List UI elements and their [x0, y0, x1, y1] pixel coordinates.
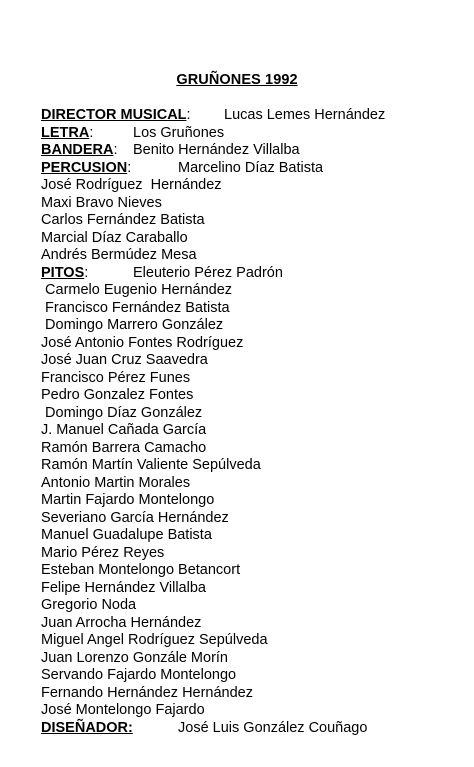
member-name: Francisco Pérez Funes [41, 369, 191, 386]
role-line-percusion [41, 159, 324, 178]
member-name: Carlos Fernández Batista [41, 212, 205, 228]
member-name: Ramón Barrera Camacho [41, 439, 207, 456]
role-value-director: Lucas Lemes Hernández [224, 107, 386, 123]
member-name: Ramón Martín Valiente Sepúlveda [41, 457, 261, 473]
role-line-letra [41, 124, 225, 143]
role-label-bandera: BANDERA [41, 142, 114, 158]
member-name: Antonio Martin Morales [41, 474, 191, 491]
member-name: José Rodríguez Hernández [41, 177, 222, 193]
member-name: Fernando Hernández Hernández [41, 684, 253, 701]
member-name: Servando Fajardo Montelongo [41, 667, 237, 683]
member-name: Domingo Marrero González [41, 317, 224, 333]
role-label-letra: LETRA [41, 124, 90, 141]
member-name: Manuel Guadalupe Batista [41, 527, 212, 543]
role-value-bandera: Benito Hernández Villalba [133, 142, 300, 158]
role-line-bandera [41, 142, 300, 160]
member-name: Pedro Gonzalez Fontes [41, 387, 194, 403]
member-name: J. Manuel Cañada García [41, 422, 207, 438]
role-sep-letra: : [89, 124, 94, 141]
role-label-percusion: PERCUSION [41, 159, 128, 176]
member-name: Mario Pérez Reyes [41, 544, 165, 561]
member-name: Esteban Montelongo Betancort [41, 562, 241, 578]
role-label-pitos: PITOS [41, 264, 85, 281]
member-name: Francisco Fernández Batista [41, 299, 230, 316]
role-value-percusion: Marcelino Díaz Batista [178, 159, 324, 176]
role-line-pitos [41, 264, 283, 283]
member-name: Juan Lorenzo Gonzále Morín [41, 649, 228, 666]
member-name: Martin Fajardo Montelongo [41, 492, 215, 508]
member-name: Severiano García Hernández [41, 509, 229, 526]
role-value-disenador: José Luis González Couñago [178, 719, 368, 736]
member-name: Juan Arrocha Hernández [41, 614, 202, 631]
member-name: Domingo Díaz González [41, 404, 203, 421]
document-title: GRUÑONES 1992 [176, 72, 298, 88]
role-value-pitos: Eleuterio Pérez Padrón [133, 264, 283, 281]
member-name: Andrés Bermúdez Mesa [41, 247, 197, 263]
role-value-letra: Los Gruñones [133, 124, 225, 141]
member-name: Carmelo Eugenio Hernández [41, 282, 233, 298]
member-name: Miguel Angel Rodríguez Sepúlveda [41, 632, 268, 648]
role-label-director: DIRECTOR MUSICAL [41, 107, 187, 123]
role-label-disenador: DISEÑADOR: [41, 719, 133, 736]
role-sep-percusion: : [127, 159, 132, 176]
member-name: José Juan Cruz Saavedra [41, 352, 208, 368]
member-name: Maxi Bravo Nieves [41, 194, 162, 211]
role-sep-pitos: : [84, 264, 89, 281]
member-name: José Antonio Fontes Rodríguez [41, 334, 244, 351]
role-sep-bandera: : [113, 142, 118, 158]
member-name: José Montelongo Fajardo [41, 702, 205, 718]
member-name: Gregorio Noda [41, 597, 137, 613]
member-name: Marcial Díaz Caraballo [41, 229, 188, 246]
role-line-director [41, 107, 386, 125]
member-name: Felipe Hernández Villalba [41, 579, 206, 596]
role-sep-director: : [186, 107, 191, 123]
role-line-disenador [41, 719, 368, 738]
